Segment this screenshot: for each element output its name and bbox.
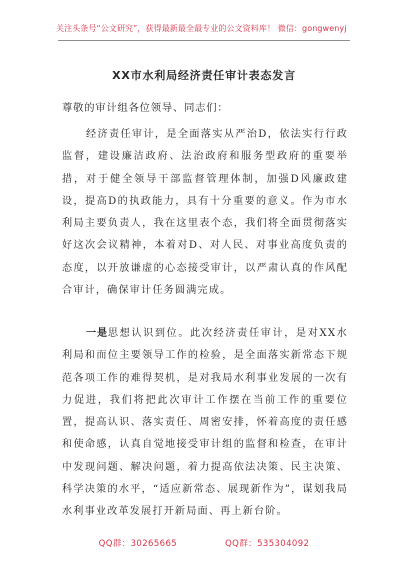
salutation: 尊敬的审计组各位领导、同志们： [62, 102, 229, 114]
header-banner: 关注头条号“公文研究”，获得最新最全最专业的公文资料库！ 微信：gongwenyj [56, 24, 347, 33]
header-divider [58, 40, 350, 41]
paragraph-2-body: 思想认识到位。此次经济责任审计，是对XX水利局和而位主要领导工作的检验，是全面落实新常态下规范各项工作的难得契机，是对我局水利事业发展的一次有力促进，我们将把此次审计工作摆在当前工作的重要位置，提高认识、落实责任、周密安排，怀着高度的责任感和使命感，认真自觉地接受审计组的监督和检查，在审计中发现问题、解决问题，着力提高依法决策、民主决策、科学决策的水平，“适应新常态、展现新作为”，谋划我局水利事业改革发展打开新局面、再上新台阶。 [62, 328, 348, 518]
paragraph-2 [62, 323, 348, 524]
footer-contacts [0, 537, 408, 549]
document-title: XX市水利局经济责任审计表态发言 [112, 69, 296, 82]
paragraph-1: 经济责任审计，是全面落实从严治D，依法实行行政监督，建设廉洁政府、法治政府和服务型政府的重要举措，对于健全领导干部监督管理体制，加强D风廉政建设，提高D的执政能力，具有十分重要的意义。作为市水利局主要负责人，我在这里表个态，我们将全面贯彻落实好这次会议精神，本着对D、对人民、对事业高度负责的态度，以开放谦虚的心态接受审计，以严肃认真的作风配合审计，确保审计任务圆满完成。 [62, 129, 348, 297]
footer-qq-group-2: QQ群：535304092 [225, 539, 310, 549]
footer-qq-group-1: QQ群：30265665 [98, 539, 178, 549]
paragraph-2-lead: 一是 [86, 328, 108, 339]
